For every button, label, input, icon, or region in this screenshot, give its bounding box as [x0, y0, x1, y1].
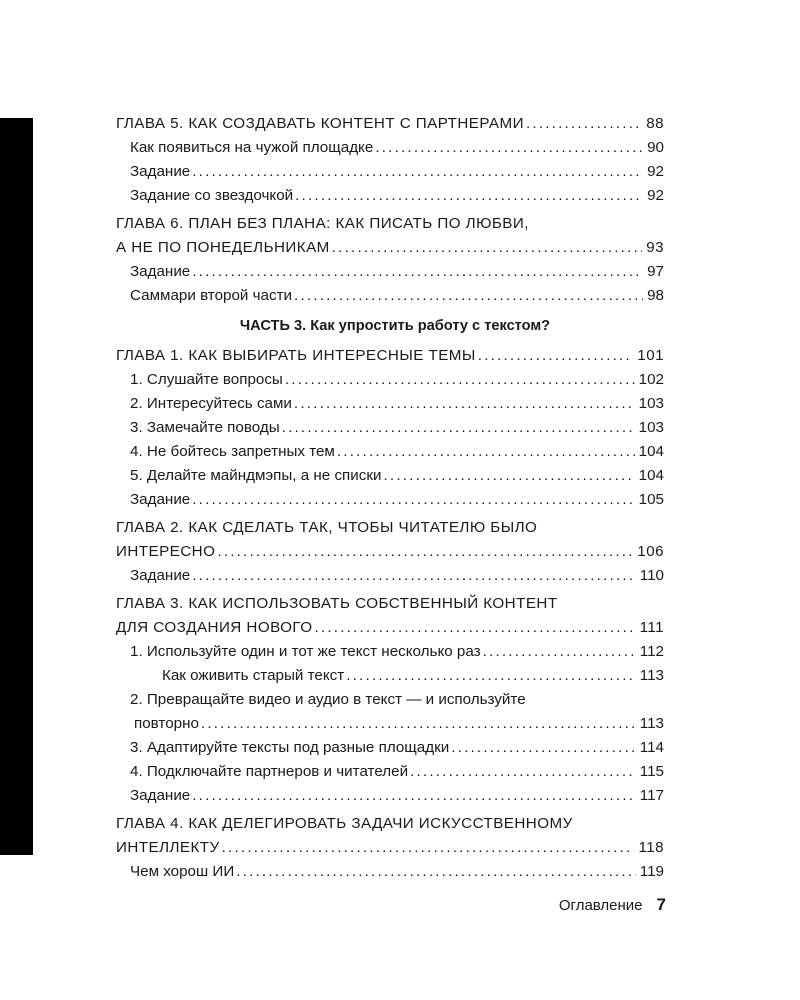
- toc-entry-title-line1: ГЛАВА 6. ПЛАН БЕЗ ПЛАНА: КАК ПИСАТЬ ПО ЛЮБВИ,: [116, 215, 529, 232]
- toc-entry[interactable]: [116, 284, 664, 308]
- toc-entry-title: Задание со звездочкой: [130, 187, 294, 204]
- toc-entry-title-line1: 2. Превращайте видео и аудио в текст — и используйте: [130, 691, 526, 708]
- dot-leader: [285, 368, 635, 392]
- toc-entry-title: 3. Адаптируйте тексты под разные площадки: [130, 739, 450, 756]
- toc-entry-page: 101: [637, 347, 664, 364]
- toc-entry-title: Как оживить старый текст: [162, 667, 345, 684]
- dot-leader: [384, 464, 635, 488]
- toc-entry-title: Как появиться на чужой площадке: [130, 139, 374, 156]
- toc-entry-title: Задание: [130, 163, 191, 180]
- dot-leader: [282, 416, 635, 440]
- toc-entry-page: 114: [639, 739, 664, 756]
- toc-entry[interactable]: [116, 640, 664, 664]
- toc-entry-page: 119: [639, 863, 664, 880]
- toc-entry-title: Саммари второй части: [130, 287, 293, 304]
- toc-entry[interactable]: [116, 688, 664, 736]
- toc-entry-title: ГЛАВА 1. КАК ВЫБИРАТЬ ИНТЕРЕСНЫЕ ТЕМЫ: [116, 347, 476, 364]
- table-of-contents: [116, 112, 664, 884]
- toc-entry-page: 113: [639, 667, 664, 684]
- toc-entry[interactable]: [116, 160, 664, 184]
- dot-leader: [236, 860, 636, 884]
- toc-entry-page: 103: [638, 419, 664, 436]
- toc-entry-page: 111: [639, 619, 664, 636]
- dot-leader: [332, 236, 642, 260]
- toc-entry-page: 90: [647, 139, 664, 156]
- toc-entry[interactable]: [116, 368, 664, 392]
- toc-entry[interactable]: [116, 136, 664, 160]
- toc-entry-page: 117: [639, 787, 664, 804]
- toc-entry[interactable]: [116, 860, 664, 884]
- toc-entry[interactable]: [116, 736, 664, 760]
- toc-entry-title: 5. Делайте майндмэпы, а не списки: [130, 467, 382, 484]
- toc-entry-page: 105: [638, 491, 664, 508]
- toc-entry-page: 104: [638, 467, 664, 484]
- toc-entry-title-line2: А НЕ ПО ПОНЕДЕЛЬНИКАМ: [116, 239, 330, 256]
- toc-entry-chapter-3[interactable]: [116, 592, 664, 640]
- dot-leader: [410, 760, 636, 784]
- toc-entry-title: Задание: [130, 567, 191, 584]
- running-footer-label: Оглавление: [558, 897, 643, 914]
- toc-entry-title-line2: ДЛЯ СОЗДАНИЯ НОВОГО: [116, 619, 313, 636]
- dot-leader: [192, 784, 636, 808]
- toc-entry[interactable]: [116, 464, 664, 488]
- toc-entry-page: 112: [639, 643, 664, 660]
- toc-entry-page: 97: [647, 263, 664, 280]
- toc-entry-page: 106: [637, 543, 664, 560]
- toc-entry[interactable]: [116, 260, 664, 284]
- dot-leader: [217, 540, 633, 564]
- dot-leader: [375, 136, 643, 160]
- dot-leader: [315, 616, 636, 640]
- toc-entry-page: 110: [639, 567, 664, 584]
- toc-entry-page: 104: [638, 443, 664, 460]
- toc-entry-page: 102: [638, 371, 664, 388]
- toc-entry-title: 4. Не бойтесь запретных тем: [130, 443, 335, 460]
- toc-entry-title: 4. Подключайте партнеров и читателей: [130, 763, 409, 780]
- toc-entry-page: 92: [647, 163, 664, 180]
- part-heading[interactable]: ЧАСТЬ 3. Как упростить работу с текстом?: [239, 318, 551, 334]
- toc-entry[interactable]: [116, 416, 664, 440]
- dot-leader: [192, 160, 643, 184]
- toc-entry-title: 2. Интересуйтесь сами: [130, 395, 292, 412]
- dot-leader: [222, 836, 635, 860]
- toc-entry-page: 88: [646, 115, 664, 132]
- dot-leader: [294, 392, 635, 416]
- dot-leader: [295, 184, 643, 208]
- toc-entry[interactable]: [116, 784, 664, 808]
- toc-entry-page: 113: [639, 715, 664, 732]
- toc-entry-title-line1: ГЛАВА 3. КАК ИСПОЛЬЗОВАТЬ СОБСТВЕННЫЙ КОНТЕНТ: [116, 595, 558, 612]
- dot-leader: [201, 712, 636, 736]
- dot-leader: [483, 640, 636, 664]
- toc-entry[interactable]: [116, 392, 664, 416]
- toc-entry-title: ГЛАВА 5. КАК СОЗДАВАТЬ КОНТЕНТ С ПАРТНЕРАМИ: [116, 115, 524, 132]
- dot-leader: [192, 488, 634, 512]
- page-number: 7: [656, 895, 666, 914]
- dot-leader: [478, 344, 634, 368]
- toc-entry-title: 3. Замечайте поводы: [130, 419, 280, 436]
- toc-entry-page: 118: [638, 839, 664, 856]
- toc-entry-title-line2: ИНТЕЛЛЕКТУ: [116, 839, 220, 856]
- toc-entry-title: 1. Слушайте вопросы: [130, 371, 283, 388]
- dot-leader: [346, 664, 636, 688]
- toc-entry-title: Чем хорош ИИ: [130, 863, 235, 880]
- toc-entry-sub[interactable]: [116, 664, 664, 688]
- toc-entry[interactable]: [116, 564, 664, 588]
- toc-entry-title: 1. Используйте один и тот же текст несколько раз: [130, 643, 481, 660]
- toc-entry-title: Задание: [130, 263, 191, 280]
- toc-entry-page: 115: [639, 763, 664, 780]
- toc-entry-chapter-5[interactable]: [116, 112, 664, 136]
- toc-entry-title: Задание: [130, 491, 191, 508]
- toc-entry-page: 98: [647, 287, 664, 304]
- dot-leader: [337, 440, 635, 464]
- toc-entry-title-line2: ИНТЕРЕСНО: [116, 543, 216, 560]
- toc-entry[interactable]: [116, 488, 664, 512]
- toc-entry-chapter-4[interactable]: [116, 812, 664, 860]
- toc-entry[interactable]: [116, 440, 664, 464]
- page-edge-bar: [0, 118, 33, 855]
- toc-entry-chapter-6[interactable]: [116, 212, 664, 260]
- toc-entry-page: 92: [647, 187, 664, 204]
- toc-entry-chapter-2[interactable]: [116, 516, 664, 564]
- toc-entry-title: Задание: [130, 787, 191, 804]
- dot-leader: [192, 564, 636, 588]
- page-footer: [559, 895, 666, 915]
- toc-entry-title-line1: ГЛАВА 4. КАК ДЕЛЕГИРОВАТЬ ЗАДАЧИ ИСКУССТВЕННОМУ: [116, 815, 573, 832]
- toc-entry[interactable]: [116, 760, 664, 784]
- dot-leader: [294, 284, 643, 308]
- dot-leader: [526, 112, 642, 136]
- dot-leader: [192, 260, 643, 284]
- toc-entry-chapter-1[interactable]: [116, 344, 664, 368]
- toc-entry[interactable]: [116, 184, 664, 208]
- toc-entry-page: 103: [638, 395, 664, 412]
- dot-leader: [451, 736, 636, 760]
- toc-entry-title-line1: ГЛАВА 2. КАК СДЕЛАТЬ ТАК, ЧТОБЫ ЧИТАТЕЛЮ БЫЛО: [116, 519, 538, 536]
- toc-entry-title-line2: повторно: [134, 715, 199, 732]
- toc-entry-page: 93: [646, 239, 664, 256]
